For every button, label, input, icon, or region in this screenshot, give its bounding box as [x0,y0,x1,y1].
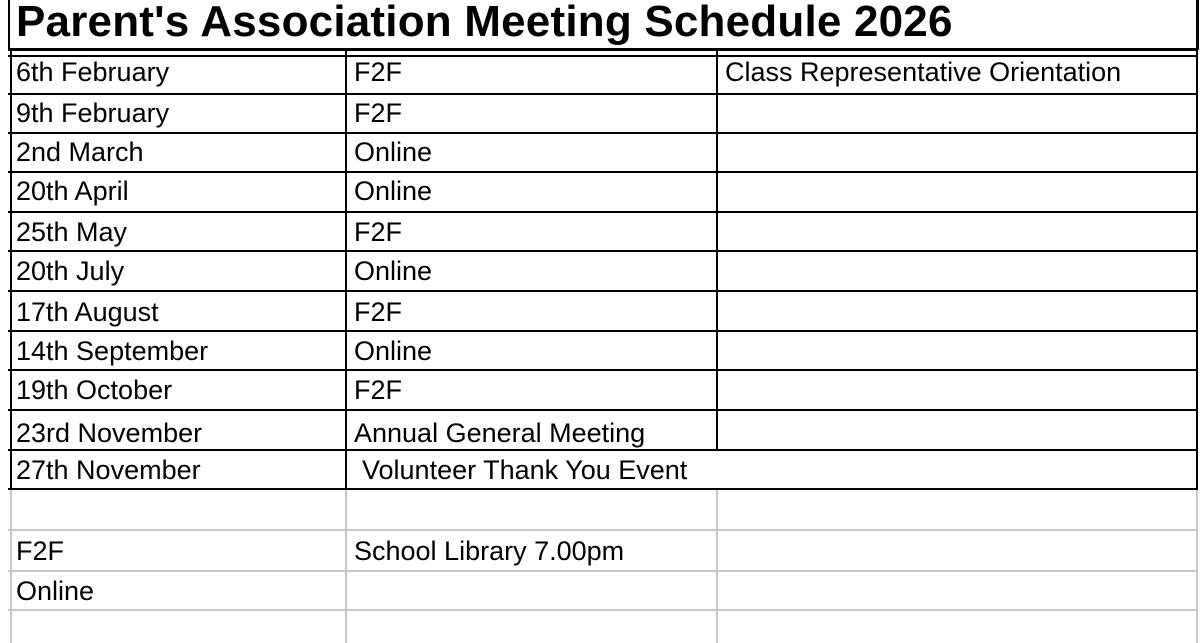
table-cell-date[interactable]: 9th February [16,98,170,128]
grid-line [8,449,1198,451]
grid-line [8,330,1198,332]
grid-line [8,171,1198,173]
legend-key-f2f[interactable]: F2F [16,536,65,566]
table-cell-mode[interactable]: Online [354,137,433,167]
grid-line [8,211,1198,213]
table-cell-mode[interactable]: Online [354,176,433,206]
grid-line [345,490,347,643]
table-cell-date[interactable]: 14th September [16,336,209,366]
grid-line [8,250,1198,252]
grid-line [8,529,1198,531]
table-cell-date[interactable]: 23rd November [16,418,203,448]
table-cell-date[interactable]: 19th October [16,375,173,405]
grid-line [716,50,718,450]
table-cell-mode[interactable]: Online [354,336,433,366]
grid-line [8,609,1198,611]
table-cell-date[interactable]: 2nd March [16,137,144,167]
grid-line [1196,50,1198,490]
page-title: Parent's Association Meeting Schedule 2026 [16,0,953,46]
grid-line [8,48,1198,51]
table-cell-date[interactable]: 27th November [16,455,201,485]
grid-line [8,0,10,50]
table-cell-note[interactable]: Class Representative Orientation [725,57,1122,87]
grid-line [8,488,1198,490]
grid-line [1196,0,1199,50]
legend-value-f2f[interactable]: School Library 7.00pm [354,536,625,566]
table-cell-mode[interactable]: Annual General Meeting [354,418,646,448]
grid-line [8,290,1198,292]
table-cell-date[interactable]: 20th July [16,256,125,286]
grid-line [716,490,718,643]
table-cell-mode[interactable]: F2F [354,98,403,128]
grid-line [10,490,12,643]
table-cell-mode[interactable]: Online [354,256,433,286]
table-cell-mode[interactable]: F2F [354,217,403,247]
grid-line [8,93,1198,95]
grid-line [1196,490,1198,643]
table-cell-mode[interactable]: Volunteer Thank You Event [362,455,688,485]
grid-line [8,570,1198,572]
table-cell-date[interactable]: 20th April [16,176,129,206]
table-cell-date[interactable]: 6th February [16,57,170,87]
grid-line [8,132,1198,134]
grid-line [10,50,12,490]
table-cell-mode[interactable]: F2F [354,375,403,405]
table-cell-date[interactable]: 25th May [16,217,128,247]
table-cell-mode[interactable]: F2F [354,57,403,87]
grid-line [8,409,1198,411]
legend-key-online[interactable]: Online [16,576,95,606]
grid-line [8,369,1198,371]
grid-line [345,50,347,490]
table-cell-date[interactable]: 17th August [16,297,159,327]
table-cell-mode[interactable]: F2F [354,297,403,327]
